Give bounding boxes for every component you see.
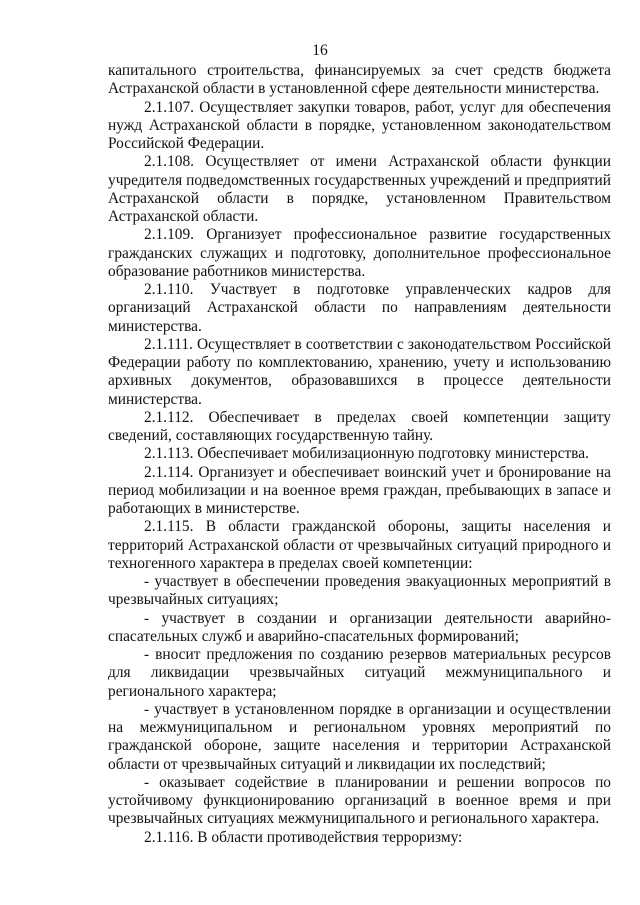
- page-number: 16: [312, 42, 328, 59]
- paragraph-2-1-109: 2.1.109. Организует профессиональное развитие государственных гражданских служащих и подготовку, дополнительное профессиональное образование работников министерства.: [108, 226, 611, 280]
- document-body: [108, 62, 611, 847]
- paragraph-2-1-107: 2.1.107. Осуществляет закупки товаров, работ, услуг для обеспечения нужд Астраханской области в порядке, установленном законодательством Российской Федерации.: [108, 98, 611, 152]
- list-item: - оказывает содействие в планировании и решении вопросов по устойчивому функционированию организаций в военное время и при чрезвычайных ситуациях межмуниципального и регионального характера.: [108, 773, 611, 828]
- paragraph: капитального строительства, финансируемых за счет средств бюджета Астраханской области в установленной сфере деятельности министерства.: [108, 62, 611, 98]
- list-item: - участвует в установленном порядке в организации и осуществлении на межмуниципальном и региональном уровнях мероприятий по гражданской обороне, защите населения и территории Астраханской области от чрезвычайных ситуаций и ликвидации их последствий;: [108, 700, 611, 773]
- paragraph-2-1-110: 2.1.110. Участвует в подготовке управленческих кадров для организаций Астраханской области по направлениям деятельности министерства.: [108, 281, 611, 335]
- list-item: - вносит предложения по созданию резервов материальных ресурсов для ликвидации чрезвычайных ситуаций межмуниципального и регионального характера;: [108, 646, 611, 700]
- paragraph-2-1-116: 2.1.116. В области противодействия терроризму:: [144, 828, 463, 846]
- paragraph-2-1-114: 2.1.114. Организует и обеспечивает воинский учет и бронирование на период мобилизации и на военное время граждан, пребывающих в запасе и работающих в министерстве.: [108, 463, 611, 517]
- list-item: - участвует в создании и организации деятельности аварийно-спасательных служб и аварийно-спасательных формирований;: [108, 609, 611, 645]
- list-item: - участвует в обеспечении проведения эвакуационных мероприятий в чрезвычайных ситуациях;: [108, 573, 611, 609]
- paragraph-2-1-111: 2.1.111. Осуществляет в соответствии с законодательством Российской Федерации работу по комплектованию, хранению, учету и использованию архивных документов, образовавшихся в процессе деятельности министерства.: [108, 335, 611, 408]
- paragraph-2-1-113: 2.1.113. Обеспечивает мобилизационную подготовку министерства.: [144, 445, 589, 463]
- paragraph-2-1-112: 2.1.112. Обеспечивает в пределах своей компетенции защиту сведений, составляющих государственную тайну.: [108, 408, 611, 444]
- paragraph-2-1-108: 2.1.108. Осуществляет от имени Астраханской области функции учредителя подведомственных государственных учреждений и предприятий Астраханской области в порядке, установленном Правительством Астраханской области.: [108, 153, 611, 225]
- paragraph-2-1-115: 2.1.115. В области гражданской обороны, защиты населения и территорий Астраханской области от чрезвычайных ситуаций природного и техногенного характера в пределах своей компетенции:: [108, 518, 611, 572]
